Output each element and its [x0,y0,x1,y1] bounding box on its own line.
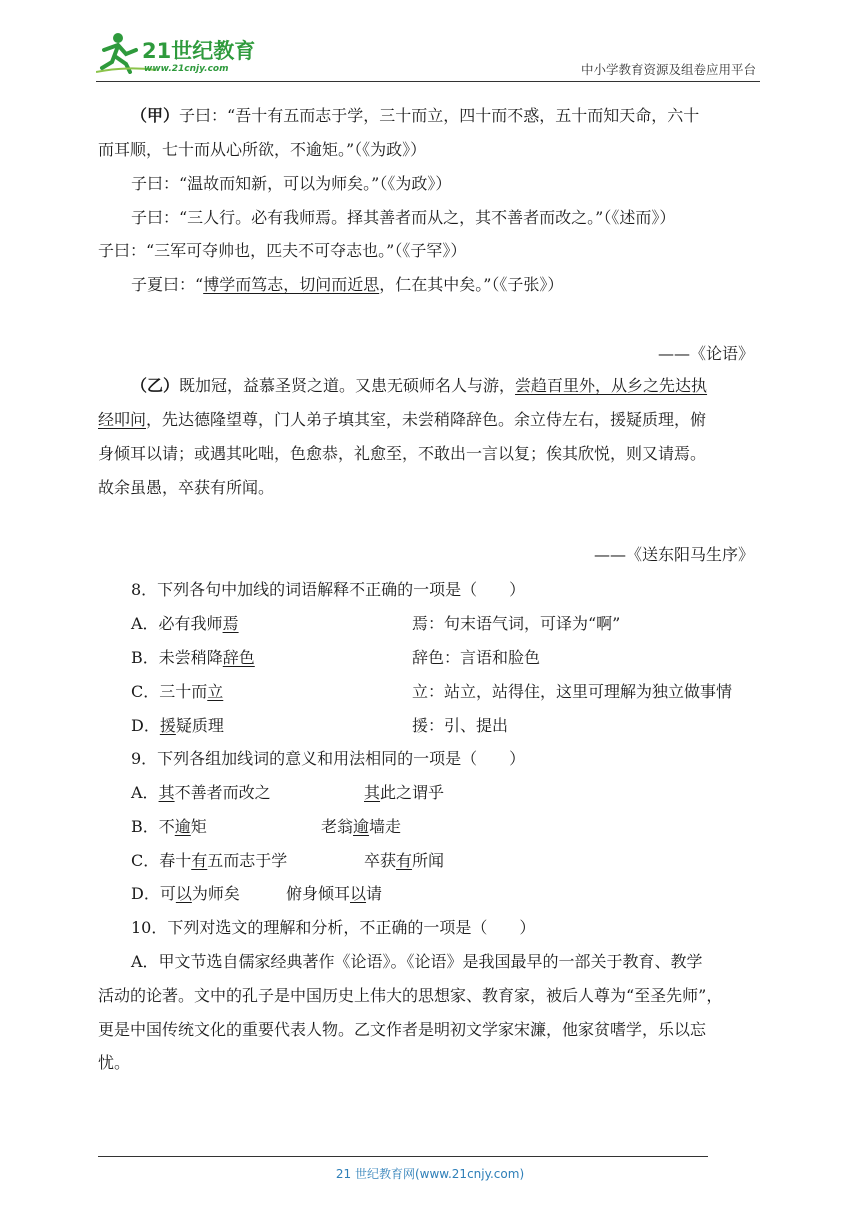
q9-option-b-pair: 老翁逾墙走 [321,817,402,836]
jia-line-3: 子曰：“温故而知新，可以为师矣。”（《为政》） [131,174,452,193]
jia-line-2: 而耳顺，七十而从心所欲，不逾矩。”（《为政》） [98,140,427,159]
q8-stem: 8．下列各句中加线的词语解释不正确的一项是（ ） [131,580,526,599]
jia-line-1: （甲）子曰：“吾十有五而志于学，三十而立，四十而不惑，五十而知天命，六十 [131,106,700,125]
q8-option-d-explanation: 援：引、提出 [412,716,509,735]
q8-option-b-explanation: 辞色：言语和脸色 [412,648,541,667]
yi-source: ——《送东阳马生序》 [593,545,754,564]
q9-option-b: B．不逾矩 [131,817,207,836]
q9-option-d: D．可以为师矣 [131,884,240,903]
q8-option-c: C．三十而立 [131,682,224,701]
jia-line-6: 子夏曰：“博学而笃志，切问而近思，仁在其中矣。”（《子张》） [131,275,564,294]
q10-option-a-line-3: 更是中国传统文化的重要代表人物。乙文作者是明初文学家宋濂，他家贫嗜学，乐以忘 [98,1020,707,1039]
footer-divider [98,1156,708,1157]
q9-stem: 9．下列各组加线词的意义和用法相同的一项是（ ） [131,749,526,768]
q8-option-c-explanation: 立：站立，站得住，这里可理解为独立做事情 [412,682,733,701]
platform-name: 中小学教育资源及组卷应用平台 [580,62,756,77]
jia-line-5: 子曰：“三军可夺帅也，匹夫不可夺志也。”（《子罕》） [98,241,467,260]
header-divider [96,81,760,82]
q9-option-d-pair: 俯身倾耳以请 [286,884,383,903]
page-header [96,24,760,80]
jia-source: ——《论语》 [657,344,754,363]
q9-option-c: C．春十有五而志于学 [131,851,288,870]
yi-line-4: 故余虽愚，卒获有所闻。 [98,478,275,497]
yi-line-1: （乙）既加冠，益慕圣贤之道。又患无硕师名人与游，尝趋百里外，从乡之先达执 [131,376,708,395]
yi-line-3: 身倾耳以请；或遇其叱咄，色愈恭，礼愈至，不敢出一言以复；俟其欣悦，则又请焉。 [98,444,707,463]
logo-text: 21世纪教育 [142,39,256,63]
q10-option-a-line-1: A．甲文节选自儒家经典著作《论语》。《论语》是我国最早的一部关于教育、教学 [131,952,703,971]
q9-option-a: A．其不善者而改之 [131,783,271,802]
q8-option-a: A．必有我师焉 [131,614,239,633]
q8-option-d: D．援疑质理 [131,716,224,735]
q8-option-b: B．未尝稍降辞色 [131,648,255,667]
q10-option-a-line-4: 忧。 [98,1053,131,1072]
q9-option-a-pair: 其此之谓乎 [364,783,445,802]
footer-text[interactable]: 21 世纪教育网(www.21cnjy.com) [335,1167,525,1181]
logo-icon [96,30,266,74]
jia-line-4: 子曰：“三人行。必有我师焉。择其善者而从之，其不善者而改之。”（《述而》） [131,208,676,227]
yi-line-2: 经叩问，先达德隆望尊，门人弟子填其室，未尝稍降辞色。余立侍左右，援疑质理，俯 [98,410,707,429]
logo-url: www.21cnjy.com [144,64,229,74]
q10-stem: 10．下列对选文的理解和分析，不正确的一项是（ ） [131,918,536,937]
q10-option-a-line-2: 活动的论著。文中的孔子是中国历史上伟大的思想家、教育家，被后人尊为“至圣先师”， [98,986,723,1005]
q8-option-a-explanation: 焉：句末语气词，可译为“啊” [412,614,621,633]
q9-option-c-pair: 卒获有所闻 [364,851,445,870]
